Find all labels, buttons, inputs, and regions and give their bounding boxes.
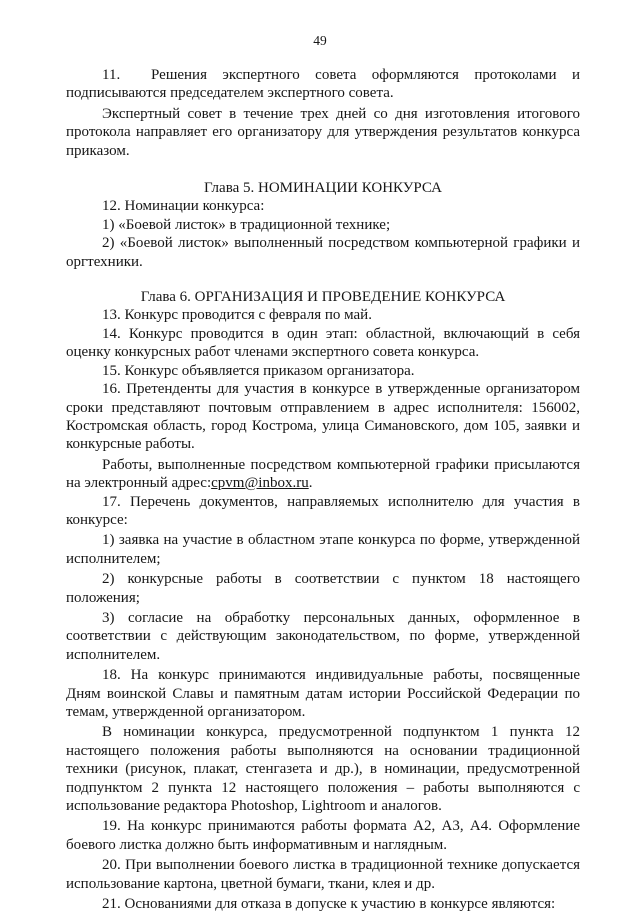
paragraph-15: 15. Конкурс объявляется приказом организатора. <box>102 362 415 379</box>
paragraph-expert-council: Экспертный совет в течение трех дней со дня изготовления итогового протокола направляет его организатору для утверждения результатов конкурса приказом. <box>66 105 580 159</box>
paragraph-20: 20. При выполнении боевого листка в традиционной технике допускается использование картона, цветной бумаги, ткани, клея и др. <box>66 857 580 892</box>
paragraph-18-nominations: В номинации конкурса, предусмотренной подпунктом 1 пункта 12 настоящего положения работы выполняются на основании традиционной техники (рисунок, плакат, стенгазета и др.), в номинации, предусмотренной подпунктом 2 пункта 12 настоящего положения – работы выполняются с использование редактора Photoshop, Lightroom и аналогов. <box>66 724 580 815</box>
chapter-5-heading: Глава 5. НОМИНАЦИИ КОНКУРСА <box>204 180 442 197</box>
paragraph-17-1: 1) заявка на участие в областном этапе конкурса по форме, утвержденной исполнителем; <box>66 532 580 567</box>
paragraph-17-2: 2) конкурсные работы в соответствии с пунктом 18 настоящего положения; <box>66 571 580 606</box>
paragraph-11: 11. Решения экспертного совета оформляются протоколами и подписываются председателем экспертного совета. <box>66 67 580 102</box>
paragraph-19: 19. На конкурс принимаются работы формата А2, А3, А4. Оформление боевого листка должно быть информативным и наглядным. <box>66 818 580 853</box>
paragraph-21: 21. Основаниями для отказа в допуске к участию в конкурсе являются: <box>102 896 556 913</box>
paragraph-17: 17. Перечень документов, направляемых исполнителю для участия в конкурсе: <box>66 493 580 528</box>
paragraph-17-3: 3) согласие на обработку персональных данных, оформленное в соответствии с действующим законодательством, по форме, утвержденной исполнителем. <box>66 609 580 663</box>
paragraph-12-1: 1) «Боевой листок» в традиционной технике; <box>102 216 391 233</box>
document-body <box>66 66 580 913</box>
paragraph-14: 14. Конкурс проводится в один этап: областной, включающий в себя оценку конкурсных работ членами экспертного совета конкурса. <box>66 325 580 361</box>
paragraph-16: 16. Претенденты для участия в конкурсе в утвержденные организатором сроки представляют почтовым отправлением в адрес исполнителя: 156002, Костромская область, город Кострома, улица Симановского, дом 105, заявки и конкурсные работы. <box>66 381 580 453</box>
paragraph-16-email <box>66 456 580 493</box>
chapter-6-heading: Глава 6. ОРГАНИЗАЦИЯ И ПРОВЕДЕНИЕ КОНКУРСА <box>140 289 506 306</box>
paragraph-13: 13. Конкурс проводится с февраля по май. <box>102 307 372 324</box>
paragraph-18: 18. На конкурс принимаются индивидуальные работы, посвященные Дням воинской Славы и памятным датам истории Российской Федерации по темам, утвержденной организатором. <box>66 667 580 720</box>
email-prefix: Работы, выполненные посредством компьютерной графики присылаются на электронный адрес: <box>66 456 580 492</box>
email-suffix: . <box>308 475 313 492</box>
paragraph-12-2: 2) «Боевой листок» выполненный посредством компьютерной графики и оргтехники. <box>66 235 580 270</box>
paragraph-12: 12. Номинации конкурса: <box>102 198 265 215</box>
page-number: 49 <box>313 33 327 48</box>
email-link[interactable]: cpvm@inbox.ru <box>211 475 309 492</box>
